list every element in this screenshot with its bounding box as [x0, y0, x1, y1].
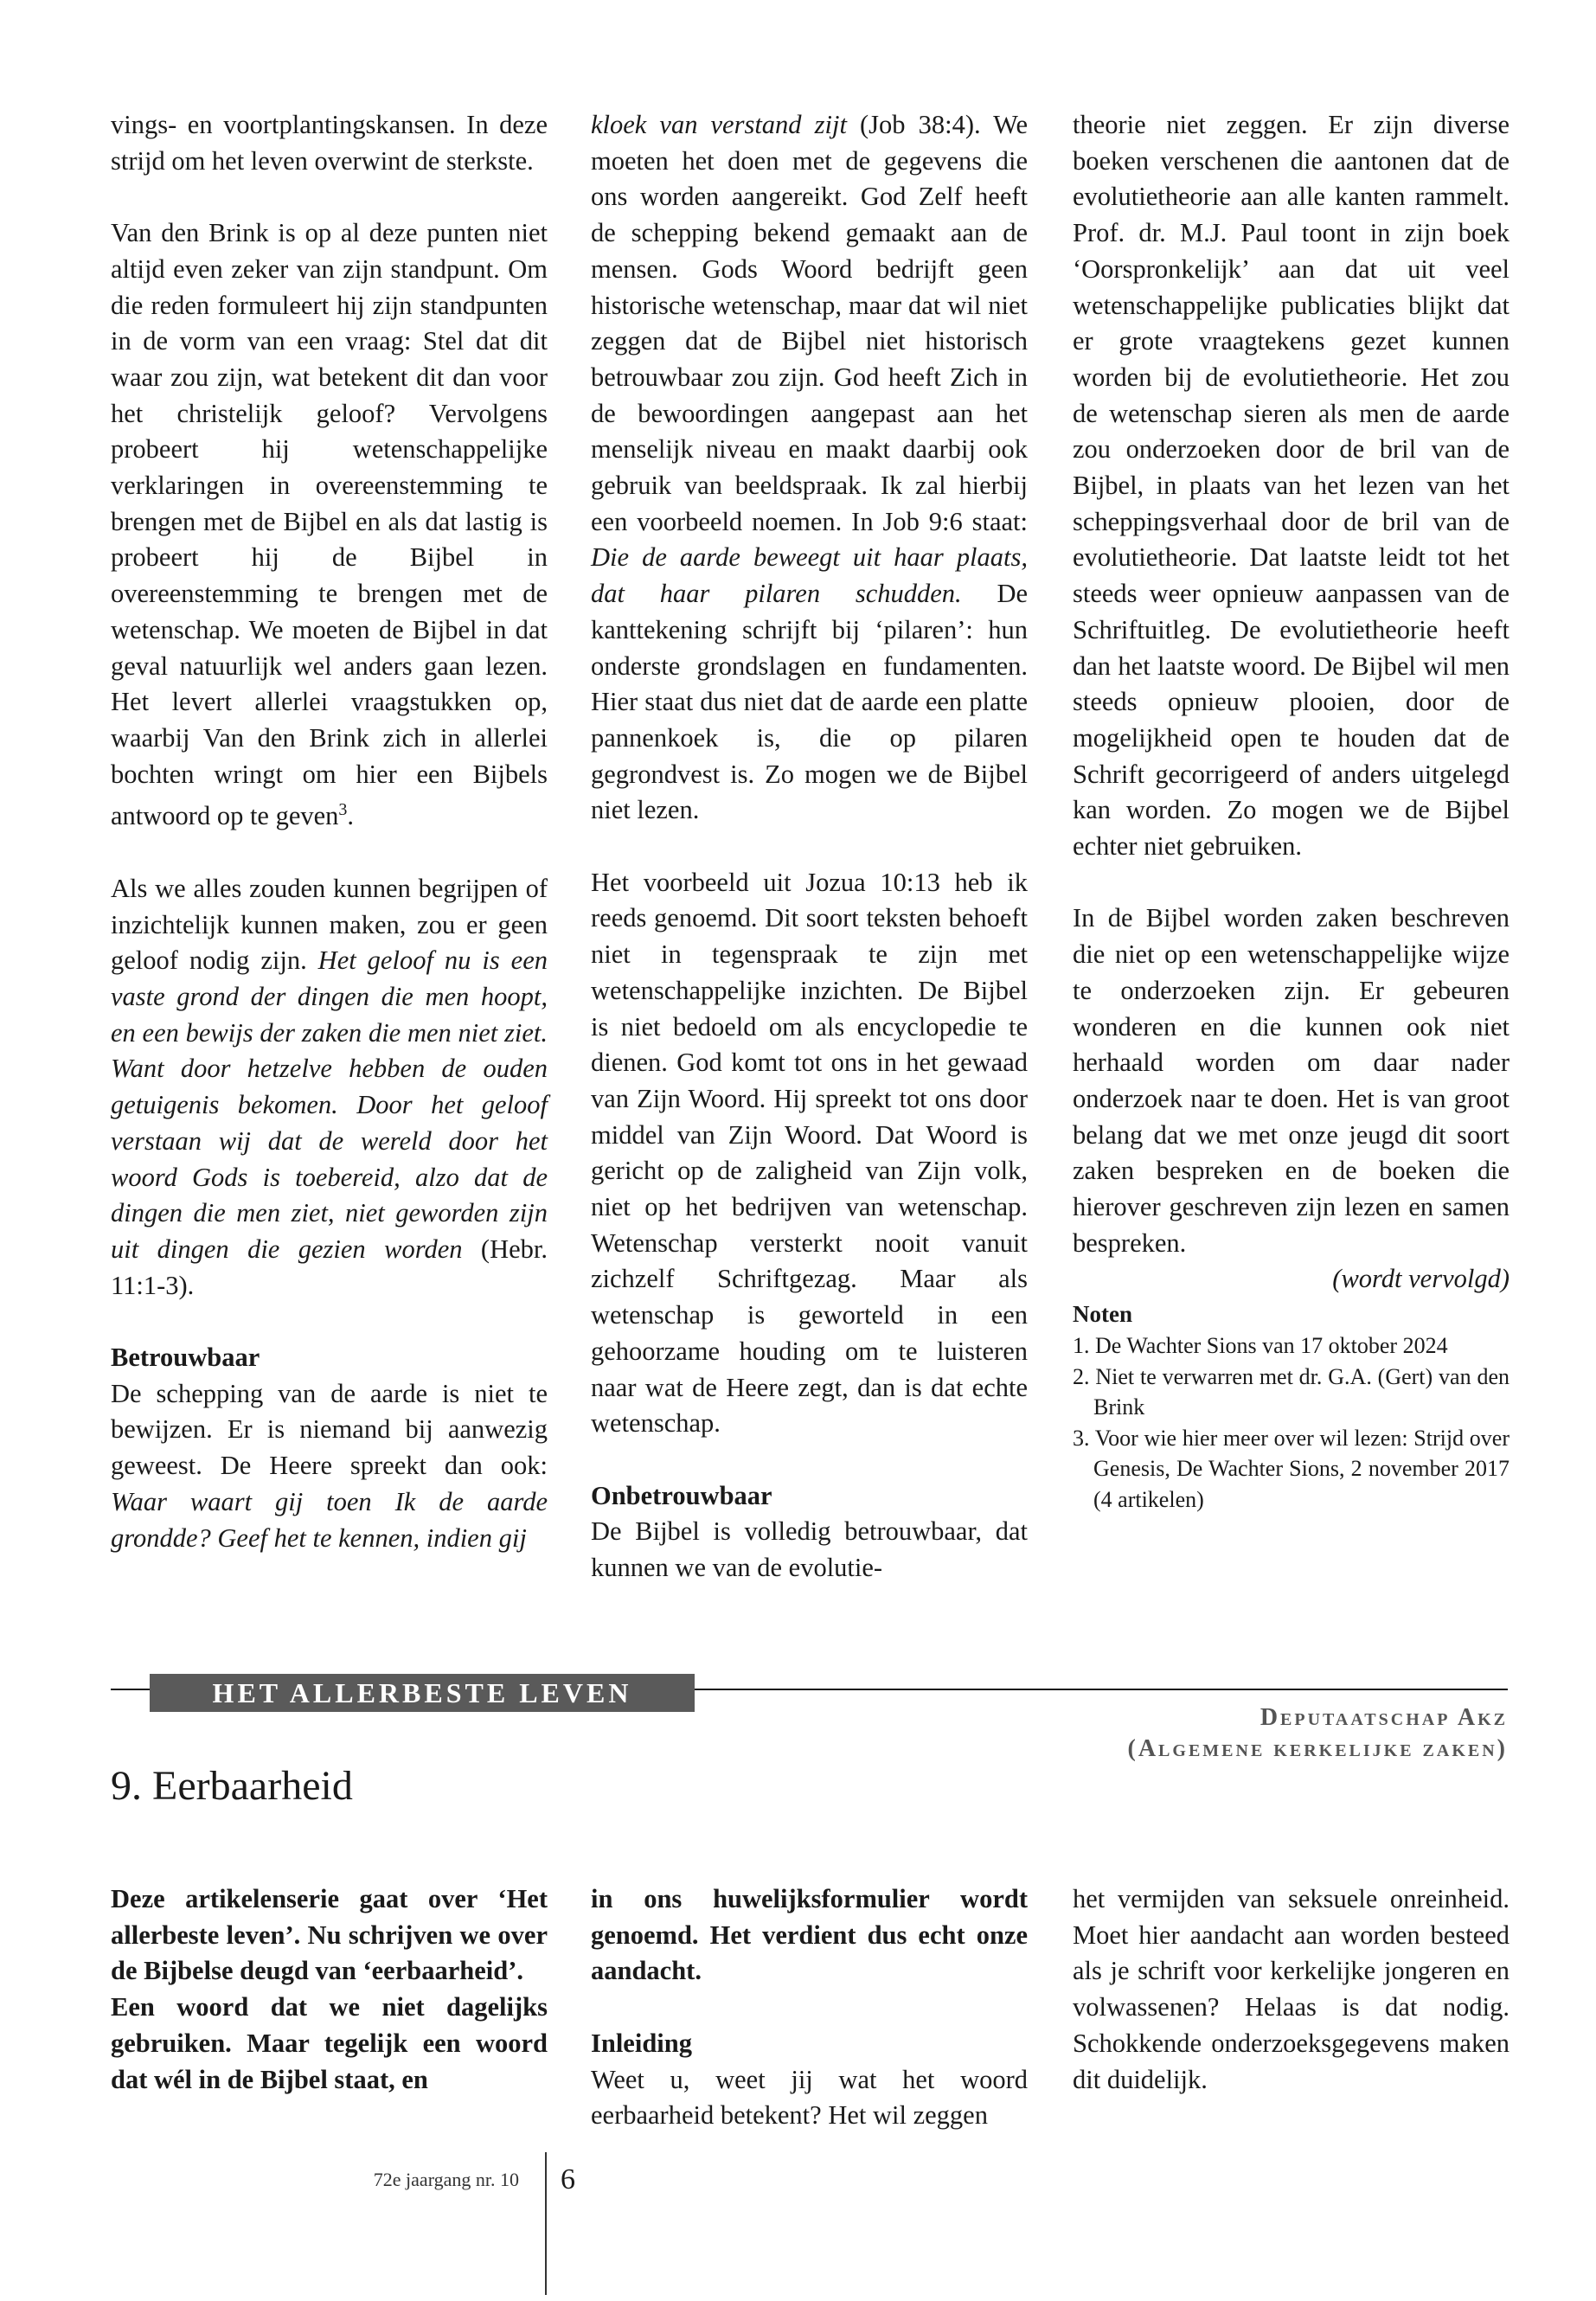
- subheading: Betrouwbaar: [111, 1343, 260, 1373]
- note-item: 2. Niet te verwarren met dr. G.A. (Gert) van den Brink: [1073, 1363, 1509, 1420]
- notes-list: [1073, 1330, 1509, 1515]
- paragraph: theorie niet zeggen. Er zijn diverse boeken verschenen die aantonen dat de evolutietheorie aan alle kanten rammelt. Prof. dr. M.J. Paul toont in zijn boek ‘Oorspronkelijk’ aan dat uit veel wetenschappelijke publicaties blijkt dat er grote vraagtekens gezet kunnen worden bij de evolutietheorie. Het zou de wetenschap sieren als men de aarde zou onderzoeken door de bril van de Bijbel, in plaats van het lezen van het scheppingsverhaal door de bril van de evolutietheorie. Dat laatste leidt tot het steeds weer opnieuw aanpassen van de Schriftuitleg. De evolutietheorie heeft dan het laatste woord. De Bijbel wil men steeds opnieuw plooien, door de mogelijkheid open te houden dat de Schrift gecorrigeerd of anders uitgelegd kan worden. Zo mogen we de Bijbel echter niet gebruiken.: [1073, 110, 1509, 862]
- text: De schepping van de aarde is niet te bewijzen. Er is niemand bij aanwezig geweest. De Heere spreekt dan ook:: [111, 1378, 548, 1481]
- paragraph: Weet u, weet jij wat het woord eerbaarheid betekent? Het wil zeggen: [591, 2064, 1028, 2131]
- paragraph: [111, 871, 548, 1304]
- intro-paragraph: Een woord dat we niet dagelijks gebruiken. Maar tegelijk een woord dat wél in de Bijbel staat, en: [111, 1992, 548, 2094]
- text: De kanttekening schrijft bij ‘pilaren’: hun onderste grondslagen en fundamenten. Hier staat dus niet dat de aarde een platte pannenkoek is, die op pilaren gegrondvest is. Zo mogen we de Bijbel niet lezen.: [591, 579, 1029, 825]
- text: .: [347, 801, 355, 831]
- paragraph: Het voorbeeld uit Jozua 10:13 heb ik reeds genoemd. Dit soort teksten behoeft niet in tegenspraak te zijn met wetenschappelijke inzichten. De Bijbel is niet bedoeld om als encyclopedie te dienen. God komt tot ons in het gewaad van Zijn Woord. Hij spreekt tot ons door middel van Zijn Woord. Dat Woord is gericht op de zaligheid van Zijn volk, niet op het bedrijven van wetenschap. Wetenschap versterkt nooit vanuit zichzelf Schriftgezag. Maar als wetenschap is geworteld in een gehoorzame houding om te luisteren naar wat de Heere zegt, dan is dat echte wetenschap.: [591, 867, 1028, 1439]
- department-line: (Algemene kerkelijke zaken): [1127, 1735, 1508, 1762]
- note-item: 3. Voor wie hier meer over wil lezen: Strijd over Genesis, De Wachter Sions, 2 november 2017 (4 artikelen): [1073, 1425, 1509, 1512]
- paragraph: het vermijden van seksuele onreinheid. Moet hier aandacht aan worden besteed als je schrift voor kerkelijke jongeren en volwassenen? Helaas is dat nodig. Schokkende onderzoeksgegevens maken dit duidelijk.: [1073, 1884, 1509, 2094]
- article-title: 9. Eerbaarheid: [111, 1763, 353, 1809]
- paragraph: De Bijbel is volledig betrouwbaar, dat kunnen we van de evolutie-: [591, 1516, 1028, 1583]
- intro-paragraph: in ons huwelijksformulier wordt genoemd. Het verdient dus echt onze aandacht.: [591, 1884, 1028, 1986]
- department-line: Deputaatschap Akz: [1259, 1704, 1508, 1731]
- intro-column-3: [1073, 1881, 1509, 2098]
- article-column-2: [591, 107, 1028, 1586]
- intro-column-2: [591, 1881, 1028, 2134]
- notes-heading: Noten: [1073, 1301, 1132, 1328]
- text: (Job 38:4). We moeten het doen met de gegevens die ons worden aangereikt. God Zelf heeft de schepping bekend gemaakt aan de mensen. Gods Woord bedrijft geen historische wetenschap, maar dat wil niet zeggen dat de Bijbel niet historisch betrouwbaar zou zijn. God heeft Zich in de bewoordingen aangepast aan het menselijk niveau en maakt daarbij ook gebruik van beeldspraak. Ik zal hierbij een voorbeeld noemen. In Job 9:6 staat:: [591, 110, 1029, 536]
- footnote-ref: 3: [338, 800, 348, 820]
- footer-divider: [545, 2152, 547, 2295]
- article-column-1: [111, 107, 548, 1556]
- paragraph: [111, 1376, 548, 1557]
- paragraph: In de Bijbel worden zaken beschreven die niet op een wetenschappelijke wijze te onderzoeken zijn. Er gebeuren wonderen en die kunnen ook niet herhaald worden om daar nader onderzoek naar te doen. Het is van groot belang dat we met onze jeugd dit soort zaken bespreken en de boeken die hierover geschreven zijn lezen en samen bespreken.: [1073, 903, 1509, 1258]
- paragraph: [111, 215, 548, 835]
- intro-paragraph: Deze artikelenserie gaat over ‘Het allerbeste leven’. Nu schrijven we over de Bijbelse deugd van ‘eerbaarheid’.: [111, 1884, 548, 1986]
- text: Van den Brink is op al deze punten niet altijd even zeker van zijn standpunt. Om die reden formuleert hij zijn standpunten in de vorm van een vraag: Stel dat dit waar zou zijn, wat betekent dit dan voor het christelijk geloof? Vervolgens probeert hij wetenschappelijke verklaringen in overeenstemming te brengen met de Bijbel en als dat lastig is probeert hij de Bijbel in overeenstemming te brengen met de wetenschap. We moeten de Bijbel in dat geval natuurlijk wel anders gaan lezen. Het levert allerlei vraagstukken op, waarbij Van den Brink zich in allerlei bochten wringt om hier een Bijbels antwoord op te geven: [111, 218, 548, 831]
- quote: Waar waart gij toen Ik de aarde grondde? Geef het te kennen, indien gij: [111, 1486, 548, 1553]
- text: Als we alles zouden kunnen begrijpen of inzichtelijk kunnen maken, zou er geen geloof nodig zijn.: [111, 873, 548, 976]
- quote: Die de aarde beweegt uit haar plaats, dat haar pilaren schudden.: [591, 542, 1028, 609]
- note-item: 1. De Wachter Sions van 17 oktober 2024: [1073, 1333, 1448, 1359]
- subheading: Onbetrouwbaar: [591, 1480, 772, 1510]
- article-column-3: [1073, 107, 1509, 1515]
- quote: Het geloof nu is een vaste grond der dingen die men hoopt, en een bewijs der zaken die men niet ziet. Want door hetzelve hebben de ouden getuigenis bekomen. Door het geloof verstaan wij dat de wereld door het woord Gods is toebereid, alzo dat de dingen die men ziet, niet geworden zijn uit dingen die gezien worden: [111, 945, 548, 1264]
- paragraph: vings- en voortplantingskansen. In deze strijd om het leven overwint de sterkste.: [111, 110, 548, 176]
- department-label: [1128, 1702, 1508, 1765]
- page-number: 6: [561, 2163, 575, 2195]
- reference: (Hebr. 11:1-3).: [111, 1234, 548, 1300]
- intro-column-1: [111, 1881, 548, 2098]
- section-banner: HET ALLERBESTE LEVEN: [150, 1674, 695, 1712]
- to-be-continued: (wordt vervolgd): [1332, 1264, 1509, 1294]
- paragraph: [591, 107, 1028, 829]
- subheading: Inleiding: [591, 2028, 692, 2058]
- quote: kloek van verstand zijt: [591, 110, 847, 139]
- issue-info: 72e jaargang nr. 10: [373, 2169, 519, 2190]
